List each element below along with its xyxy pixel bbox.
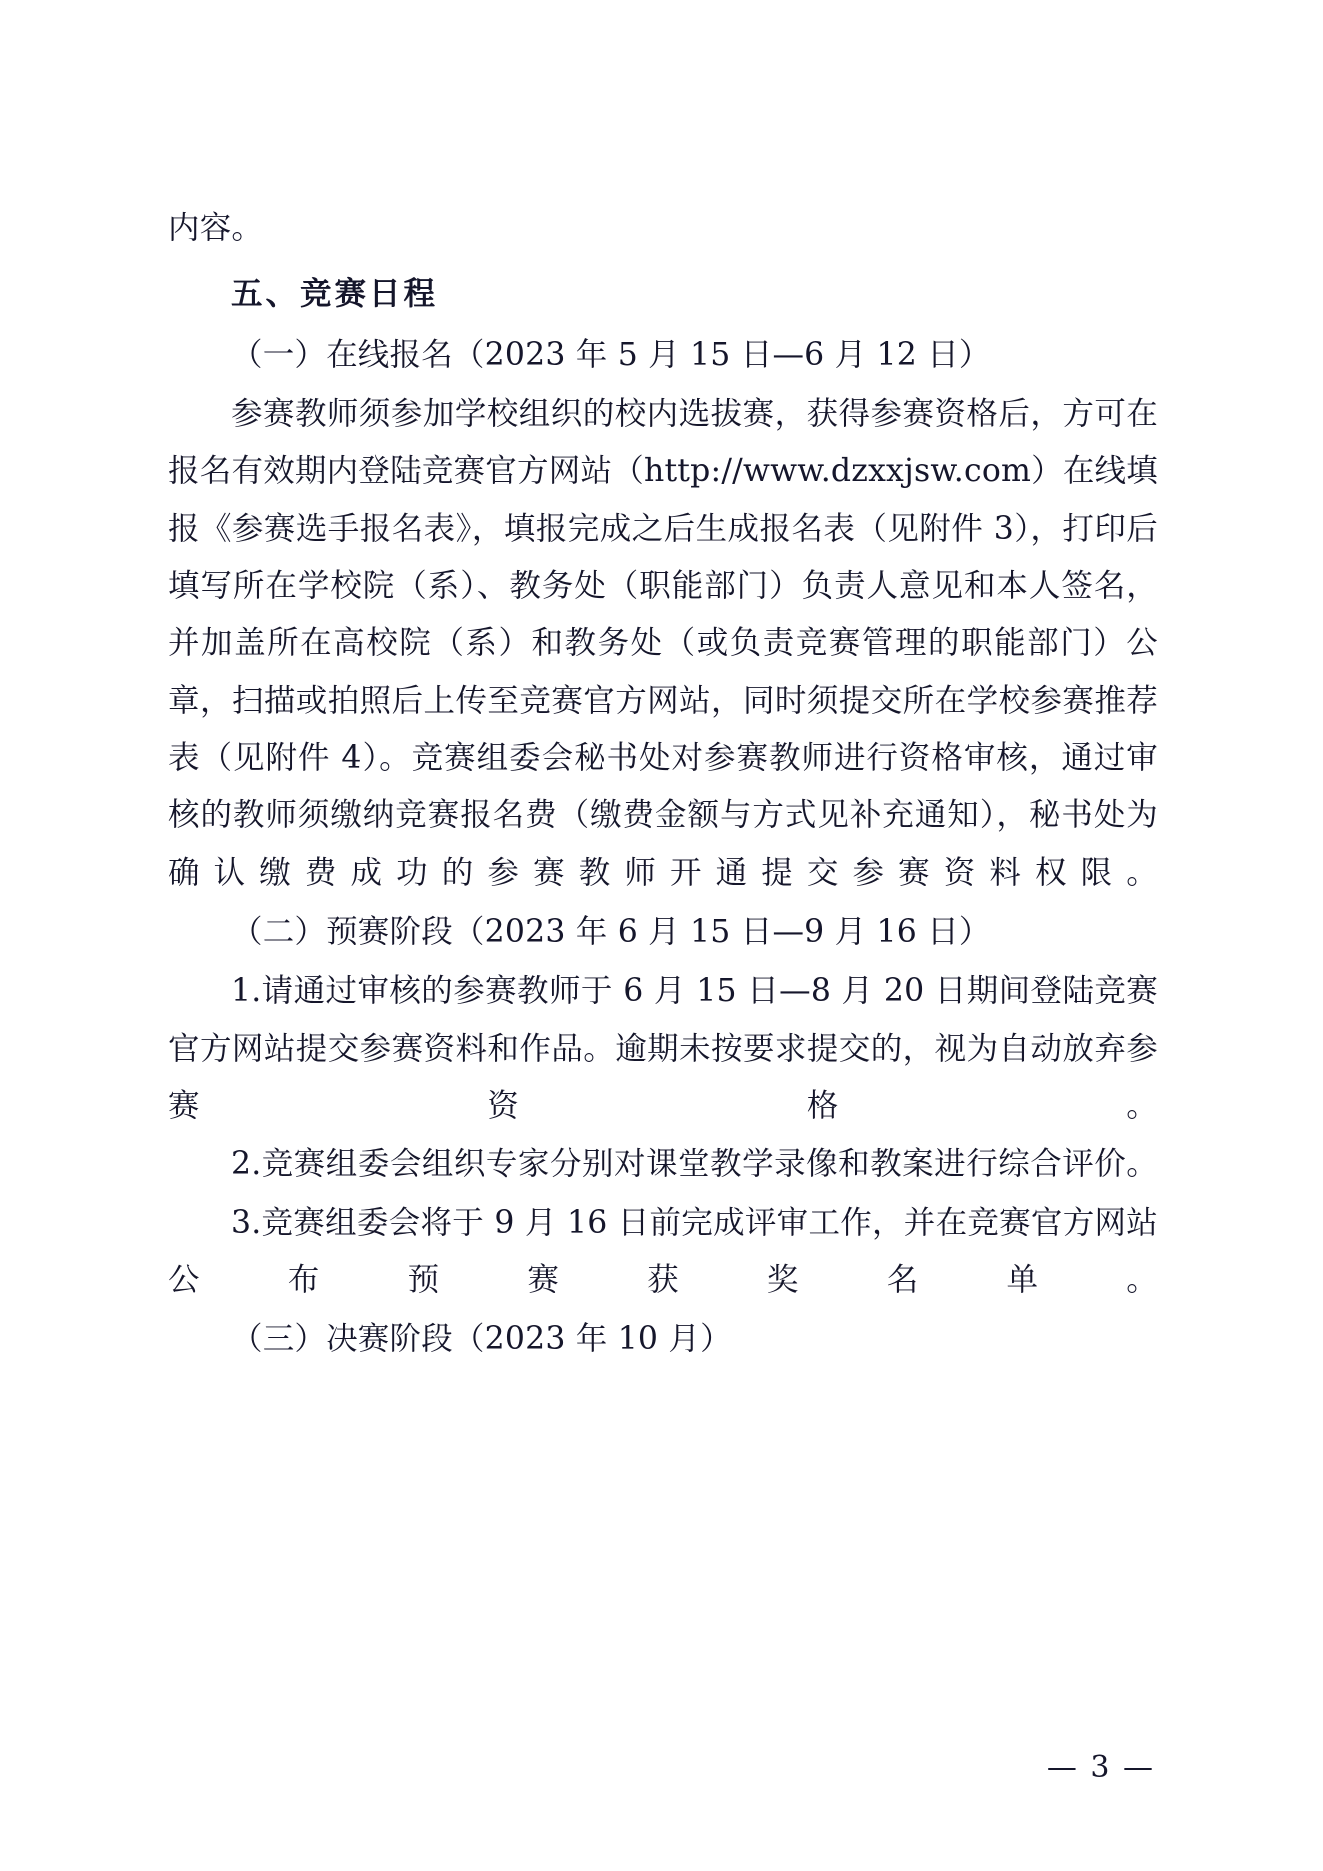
subsection-heading-preliminary-stage: （二）预赛阶段（2023 年 6 月 15 日—9 月 16 日）	[231, 913, 991, 950]
subsection-heading-online-registration: （一）在线报名（2023 年 5 月 15 日—6 月 12 日）	[231, 336, 991, 373]
paragraph-registration-details: 参赛教师须参加学校组织的校内选拔赛，获得参赛资格后，方可在报名有效期内登陆竞赛官方网站（http://www.dzxxjsw.com）在线填报《参赛选手报名表》，填报完成之后生成报名表（见附件 3），打印后填写所在学校院（系）、教务处（职能部门）负责人意见和本人签名，并加盖所在高校院（系）和教务处（或负责竞赛管理的职能部门）公章，扫描或拍照后上传至竞赛官方网站，同时须提交所在学校参赛推荐表（见附件 4）。竞赛组委会秘书处对参赛教师进行资格审核，通过审核的教师须缴纳竞赛报名费（缴费金额与方式见补充通知），秘书处为确认缴费成功的参赛教师开通提交参赛资料权限。	[168, 395, 1158, 891]
paragraph-continued: 内容。	[168, 210, 264, 246]
paragraph-item-2: 2.竞赛组委会组织专家分别对课堂教学录像和教案进行综合评价。	[231, 1146, 1158, 1183]
paragraph-item-3: 3.竞赛组委会将于 9 月 16 日前完成评审工作，并在竞赛官方网站公布预赛获奖名单。	[168, 1204, 1158, 1298]
document-body	[168, 200, 1158, 1369]
section-heading-competition-schedule: 五、竞赛日程	[231, 275, 439, 313]
page-number: — 3 —	[1046, 1750, 1155, 1785]
paragraph-item-1: 1.请通过审核的参赛教师于 6 月 15 日—8 月 20 日期间登陆竞赛官方网站提交参赛资料和作品。逾期未按要求提交的，视为自动放弃参赛资格。	[168, 973, 1158, 1124]
subsection-heading-final-stage: （三）决赛阶段（2023 年 10 月）	[231, 1321, 732, 1358]
